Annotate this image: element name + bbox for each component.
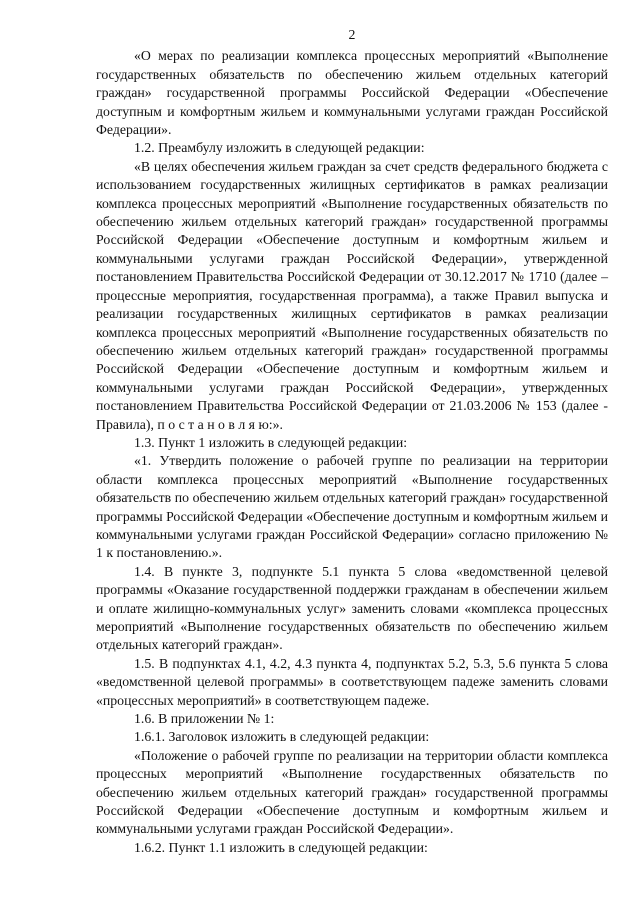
paragraph-preamble: «В целях обеспечения жильем граждан за счет средств федерального бюджета с использованием государственных жилищных сертификатов в рамках реализации комплекса процессных мероприятий «Выполнение государственных обязательств по обеспечению жильем отдельных категорий граждан» государственной программы Российской Федерации «Обеспечение доступным и комфортным жильем и коммунальными услугами граждан Российской Федерации», утвержденной постановлением Правительства Российской Федерации от 30.12.2017 № 1710 (далее – процессные мероприятия, государственная программа), а также Правил выпуска и реализации государственных жилищных сертификатов в рамках реализации комплекса процессных мероприятий «Выполнение государственных обязательств по обеспечению жильем отдельных категорий граждан» государственной программы Российской Федерации «Обеспечение доступным и комфортным жильем и коммунальными услугами граждан Российской Федерации», утвержденных постановлением Правительства Российской Федерации от 21.03.2006 № 153 (далее - Правила), п о с т а н о в л я ю:». bbox=[96, 158, 608, 432]
paragraph-1-3-heading: 1.3. Пункт 1 изложить в следующей редакции: bbox=[134, 434, 408, 450]
paragraph-resolution-title: «О мерах по реализации комплекса процессных мероприятий «Выполнение государственных обязательств по обеспечению жильем отдельных категорий граждан» государственной программы Российской Федерации «Обеспечение доступным и комфортным жильем и коммунальными услугами граждан Российской Федерации». bbox=[96, 48, 608, 138]
page-number: 2 bbox=[348, 27, 356, 42]
paragraph-1-4: 1.4. В пункте 3, подпункте 5.1 пункта 5 слова «ведомственной целевой программы «Оказание государственной поддержки гражданам в обеспечении жильем и оплате жилищно-коммунальных услуг» заменить словами «комплекса процессных мероприятий «Выполнение государственных обязательств по обеспечению жильем отдельных категорий граждан». bbox=[96, 563, 608, 653]
paragraph-1-6-1-heading: 1.6.1. Заголовок изложить в следующей редакции: bbox=[134, 729, 430, 745]
paragraph-1-6-heading: 1.6. В приложении № 1: bbox=[134, 711, 275, 727]
paragraph-1-2-heading: 1.2. Преамбулу изложить в следующей редакции: bbox=[134, 140, 425, 156]
paragraph-point-1: «1. Утвердить положение о рабочей группе по реализации на территории области комплекса процессных мероприятий «Выполнение государственных обязательств по обеспечению жильем отдельных категорий граждан» государственной программы Российской Федерации «Обеспечение доступным и комфортным жильем и коммунальными услугами граждан Российской Федерации» согласно приложению № 1 к постановлению.». bbox=[96, 453, 608, 561]
paragraph-appendix-title: «Положение о рабочей группе по реализации на территории области комплекса процессных мероприятий «Выполнение государственных обязательств по обеспечению жильем отдельных категорий граждан» государственной программы Российской Федерации «Обеспечение доступным и комфортным жильем и коммунальными услугами граждан Российской Федерации». bbox=[96, 747, 608, 837]
paragraph-1-6-2-heading: 1.6.2. Пункт 1.1 изложить в следующей редакции: bbox=[134, 839, 428, 855]
document-page bbox=[96, 26, 608, 857]
paragraph-1-5: 1.5. В подпунктах 4.1, 4.2, 4.3 пункта 4, подпунктах 5.2, 5.3, 5.6 пункта 5 слова «ведомственной целевой программы» в соответствующем падеже заменить словами «процессных мероприятий» в соответствующем падеже. bbox=[96, 655, 608, 708]
